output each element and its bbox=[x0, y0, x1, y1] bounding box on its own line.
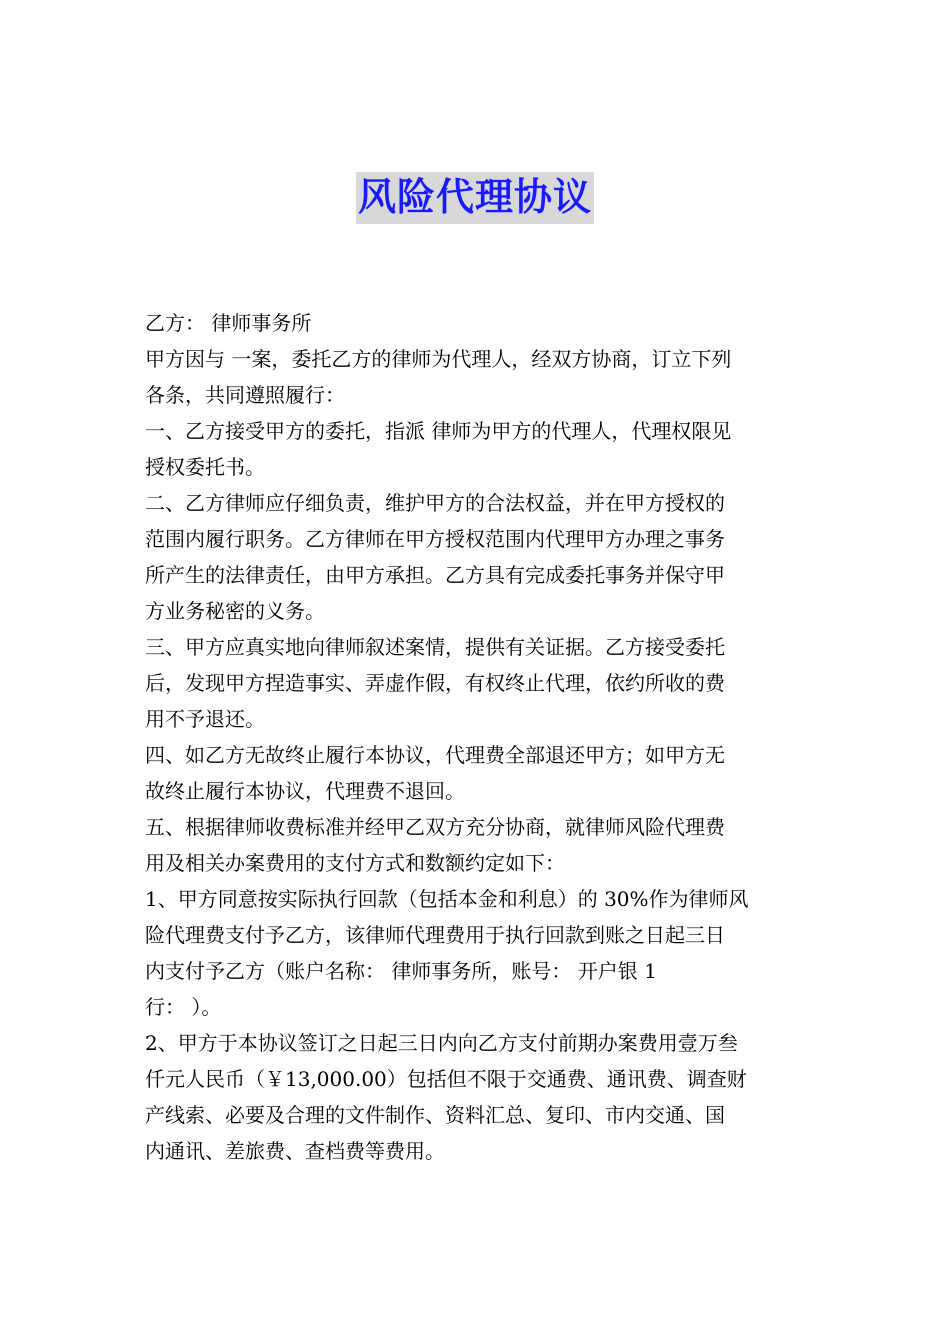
text-line: 行： ）。 bbox=[145, 995, 222, 1019]
document-body bbox=[145, 305, 810, 1169]
document-title: 风险代理协议 bbox=[356, 172, 594, 224]
text-line: 用及相关办案费用的支付方式和数额约定如下： bbox=[145, 851, 565, 875]
text-line: 二、乙方律师应仔细负责，维护甲方的合法权益，并在甲方授权的 bbox=[145, 491, 725, 515]
text-line: 授权委托书。 bbox=[145, 455, 265, 479]
text-line: 仟元人民币（￥13,000.00）包括但不限于交通费、通讯费、调查财 bbox=[145, 1067, 747, 1091]
text-line: 产线索、必要及合理的文件制作、资料汇总、复印、市内交通、国 bbox=[145, 1103, 725, 1127]
text-line: 故终止履行本协议，代理费不退回。 bbox=[145, 779, 465, 803]
text-line: 用不予退还。 bbox=[145, 707, 265, 731]
text-line: 险代理费支付予乙方，该律师代理费用于执行回款到账之日起三日 bbox=[145, 923, 725, 947]
text-line: 四、如乙方无故终止履行本协议，代理费全部退还甲方；如甲方无 bbox=[145, 743, 725, 767]
text-line: 所产生的法律责任，由甲方承担。乙方具有完成委托事务并保守甲 bbox=[145, 563, 725, 587]
text-line: 各条，共同遵照履行： bbox=[145, 383, 345, 407]
text-line: 范围内履行职务。乙方律师在甲方授权范围内代理甲方办理之事务 bbox=[145, 527, 725, 551]
text-line: 乙方： 律师事务所 bbox=[145, 311, 312, 335]
text-line: 甲方因与 一案，委托乙方的律师为代理人，经双方协商，订立下列 bbox=[145, 347, 732, 371]
text-line: 五、根据律师收费标准并经甲乙双方充分协商，就律师风险代理费 bbox=[145, 815, 725, 839]
text-line: 一、乙方接受甲方的委托，指派 律师为甲方的代理人，代理权限见 bbox=[145, 419, 732, 443]
title-container bbox=[0, 172, 950, 224]
text-line: 1、甲方同意按实际执行回款（包括本金和利息）的 30%作为律师风 bbox=[145, 887, 749, 911]
text-line: 后，发现甲方捏造事实、弄虚作假，有权终止代理，依约所收的费 bbox=[145, 671, 725, 695]
text-line: 内通讯、差旅费、查档费等费用。 bbox=[145, 1139, 445, 1163]
text-line: 2、甲方于本协议签订之日起三日内向乙方支付前期办案费用壹万叁 bbox=[145, 1031, 738, 1055]
text-line: 内支付予乙方（账户名称： 律师事务所，账号： 开户银 1 bbox=[145, 959, 657, 983]
text-line: 方业务秘密的义务。 bbox=[145, 599, 325, 623]
text-line: 三、甲方应真实地向律师叙述案情，提供有关证据。乙方接受委托 bbox=[145, 635, 725, 659]
